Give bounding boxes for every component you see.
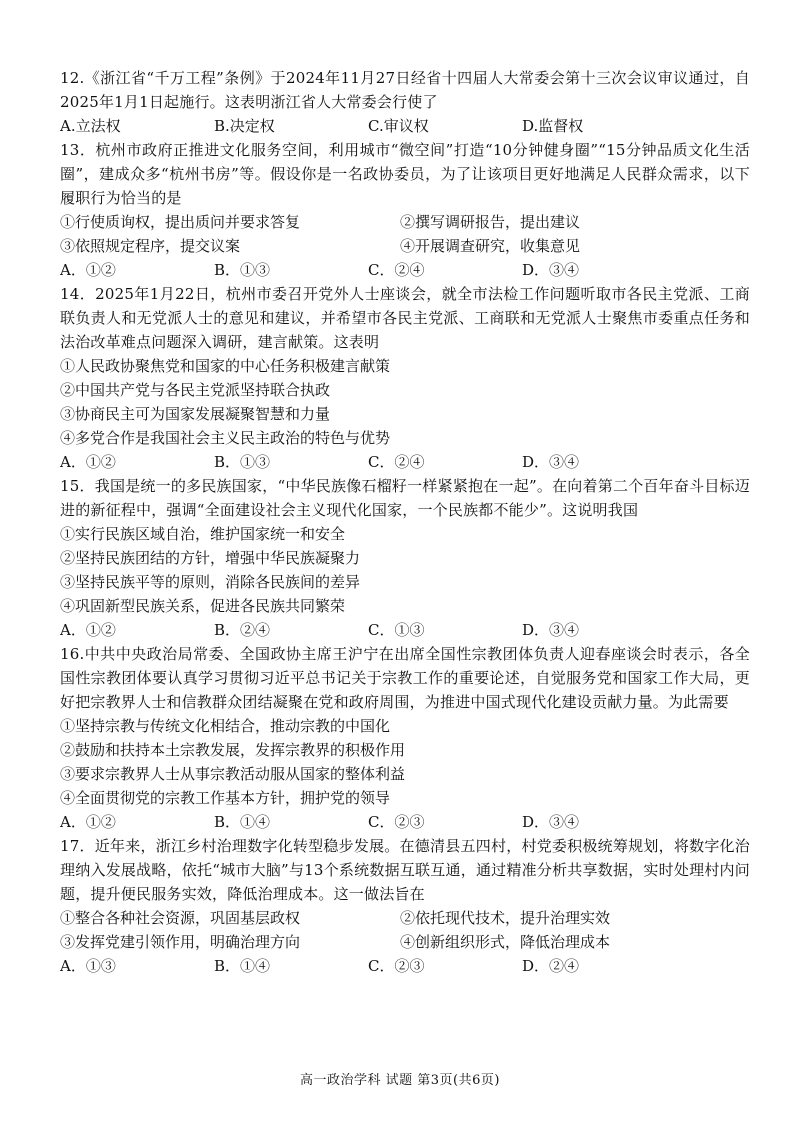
option-c: C．②③ [368,957,425,975]
option-b: B．①④ [214,813,271,831]
choice-4: ④全面贯彻党的宗教工作基本方针，拥护党的领导 [60,789,391,807]
choice-3: ③协商民主可为国家发展凝聚智慧和力量 [60,405,331,423]
answer-options [60,114,750,138]
page-footer: 高一政治学科 试题 第3页(共6页) [300,1073,500,1088]
option-a: A．①② [60,261,116,279]
question-stem: 14．2025年1月22日，杭州市委召开党外人士座谈会，就全市法检工作问题听取市各民主党派、工商联负责人和无党派人士的意见和建议，并希望市各民主党派、工商联和无党派人士聚焦市委重点任务和法治改革难点问题深入调研，建言献策。这表明 [60,285,750,351]
answer-options [60,618,750,642]
question-stem: 12.《浙江省“千万工程”条例》于2024年11月27日经省十四届人大常委会第十三次会议审议通过，自2025年1月1日起施行。这表明浙江省人大常委会行使了 [60,69,750,111]
option-c: C．②④ [368,261,425,279]
option-c: C．①③ [368,621,425,639]
choice-1: ①坚持宗教与传统文化相结合，推动宗教的中国化 [60,717,391,735]
question-13 [60,138,750,282]
option-b: B．①③ [214,453,271,471]
option-b: B．①④ [214,957,271,975]
option-b: B.决定权 [214,117,275,135]
choice-2: ②鼓励和扶持本土宗教发展，发挥宗教界的积极作用 [60,741,406,759]
option-a: A．①③ [60,957,116,975]
choice-row [60,234,750,258]
choice-3: ③坚持民族平等的原则，消除各民族间的差异 [60,573,361,591]
choice-4: ④巩固新型民族关系，促进各民族共同繁荣 [60,597,346,615]
answer-options [60,954,750,978]
option-c: C．②④ [368,453,425,471]
question-stem: 15．我国是统一的多民族国家，“中华民族像石榴籽一样紧紧抱在一起”。在向着第二个百年奋斗目标迈进的新征程中，强调“全面建设社会主义现代化国家，一个民族都不能少”。这说明我国 [60,477,750,519]
choice-4: ④创新组织形式，降低治理成本 [400,933,611,951]
option-d: D．③④ [522,813,580,831]
choice-1: ①整合各种社会资源，巩固基层政权 [60,909,301,927]
option-b: B．②④ [214,621,271,639]
question-stem: 17．近年来，浙江乡村治理数字化转型稳步发展。在德清县五四村，村党委积极统筹规划，将数字化治理纳入发展战略，依托“城市大脑”与13个系统数据互联互通，通过精准分析共享数据，实时处理村内问题，提升便民服务实效，降低治理成本。这一做法旨在 [60,837,750,903]
choice-4: ④多党合作是我国社会主义民主政治的特色与优势 [60,429,391,447]
option-d: D．③④ [522,453,580,471]
option-a: A．①② [60,621,116,639]
option-d: D.监督权 [522,117,584,135]
option-c: C.审议权 [368,117,429,135]
question-16 [60,642,750,834]
choice-row [60,210,750,234]
choice-1: ①实行民族区域自治，维护国家统一和安全 [60,525,346,543]
choice-row [60,930,750,954]
question-14 [60,282,750,474]
choice-2: ②中国共产党与各民主党派坚持联合执政 [60,381,331,399]
question-12 [60,66,750,138]
option-a: A．①② [60,453,116,471]
choice-2: ②撰写调研报告，提出建议 [400,213,581,231]
answer-options [60,258,750,282]
choice-3: ③发挥党建引领作用，明确治理方向 [60,933,301,951]
question-15 [60,474,750,642]
question-stem: 13．杭州市政府正推进文化服务空间，利用城市“微空间”打造“10分钟健身圈”“15分钟品质文化生活圈”，建成众多“杭州书房”等。假设你是一名政协委员，为了让该项目更好地满足人民群众需求，以下履职行为恰当的是 [60,141,750,207]
question-17 [60,834,750,978]
choice-2: ②依托现代技术，提升治理实效 [400,909,611,927]
choice-1: ①行使质询权，提出质问并要求答复 [60,213,301,231]
option-d: D．③④ [522,261,580,279]
choice-row [60,906,750,930]
option-d: D．②④ [522,957,580,975]
exam-page [60,66,750,978]
answer-options [60,450,750,474]
option-a: A.立法权 [60,117,121,135]
choice-1: ①人民政协聚焦党和国家的中心任务积极建言献策 [60,357,391,375]
option-b: B．①③ [214,261,271,279]
option-c: C．②③ [368,813,425,831]
choice-3: ③要求宗教界人士从事宗教活动服从国家的整体利益 [60,765,406,783]
question-stem: 16.中共中央政治局常委、全国政协主席王沪宁在出席全国性宗教团体负责人迎春座谈会时表示，各全国性宗教团体要认真学习贯彻习近平总书记关于宗教工作的重要论述，自觉服务党和国家工作大局，更好把宗教界人士和信教群众团结凝聚在党和政府周围，为推进中国式现代化建设贡献力量。为此需要 [60,645,750,711]
choice-2: ②坚持民族团结的方针，增强中华民族凝聚力 [60,549,361,567]
option-a: A．①② [60,813,116,831]
option-d: D．③④ [522,621,580,639]
choice-3: ③依照规定程序，提交议案 [60,237,241,255]
answer-options [60,810,750,834]
choice-4: ④开展调查研究，收集意见 [400,237,581,255]
